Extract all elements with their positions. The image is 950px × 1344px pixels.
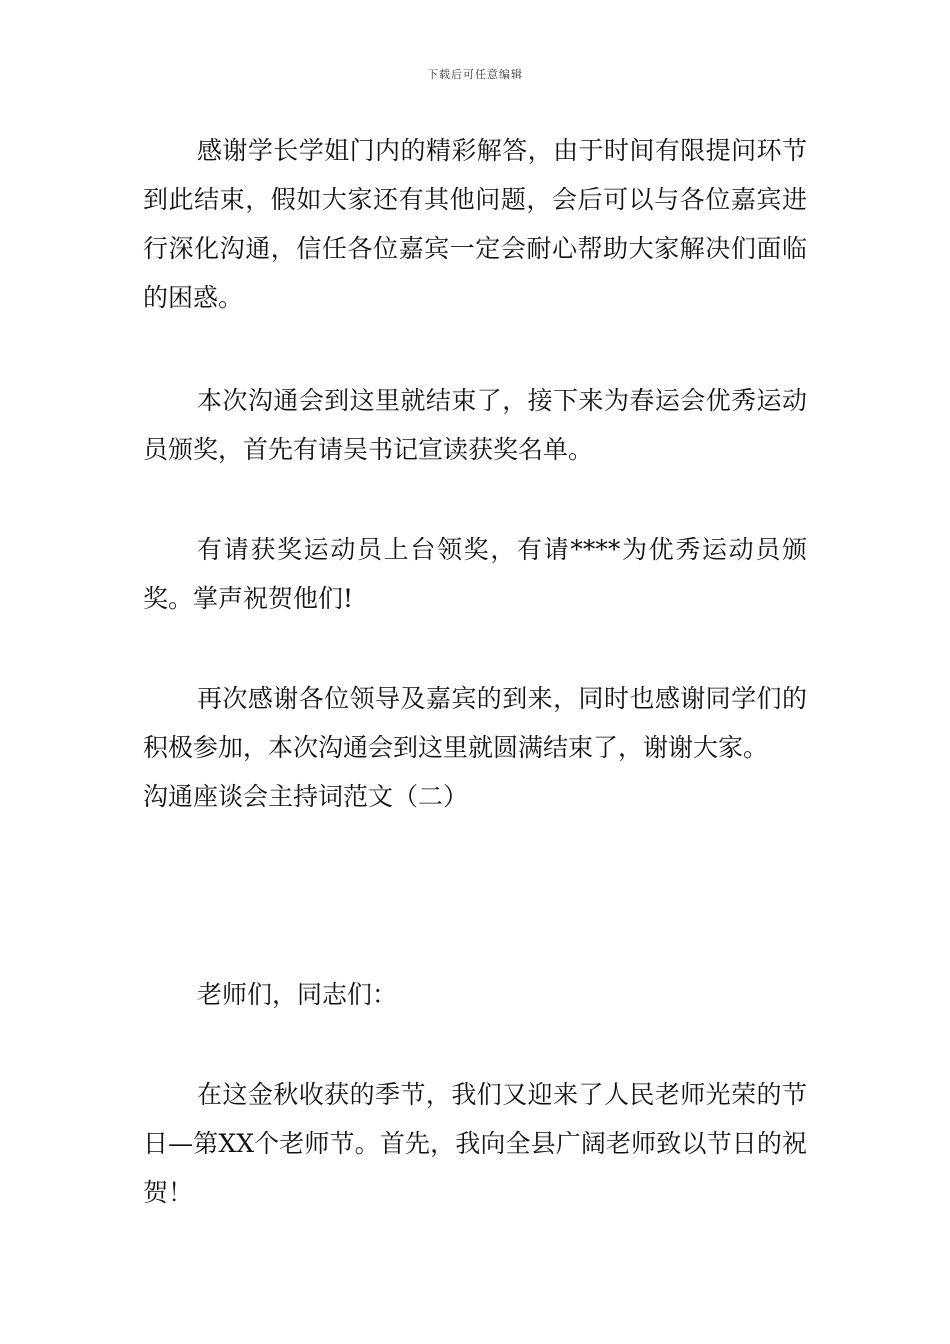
paragraph-award-presenting: 有请获奖运动员上台领奖，有请****为优秀运动员颁奖。掌声祝贺他们! — [143, 535, 807, 613]
section-title: 沟通座谈会主持词范文（二） — [143, 782, 469, 811]
paragraph-closing-thanks: 再次感谢各位领导及嘉宾的到来，同时也感谢同学们的积极参加，本次沟通会到这里就圆满结束了，谢谢大家。 — [143, 684, 807, 762]
paragraph-thanks-qa: 感谢学长学姐门内的精彩解答，由于时间有限提问环节到此结束，假如大家还有其他问题，会后可以与各位嘉宾进行深化沟通，信任各位嘉宾一定会耐心帮助大家解决们面临的困惑。 — [143, 136, 807, 312]
header-note: 下载后可任意编辑 — [427, 68, 523, 81]
paragraph-teachers-day: 在这金秋收获的季节，我们又迎来了人民老师光荣的节日—第XX个老师节。首先，我向全县广阔老师致以节日的祝贺！ — [143, 1080, 807, 1207]
paragraph-salutation: 老师们，同志们： — [197, 980, 398, 1009]
paragraph-award-intro: 本次沟通会到这里就结束了，接下来为春运会优秀运动员颁奖，首先有请吴书记宣读获奖名单。 — [143, 386, 807, 464]
